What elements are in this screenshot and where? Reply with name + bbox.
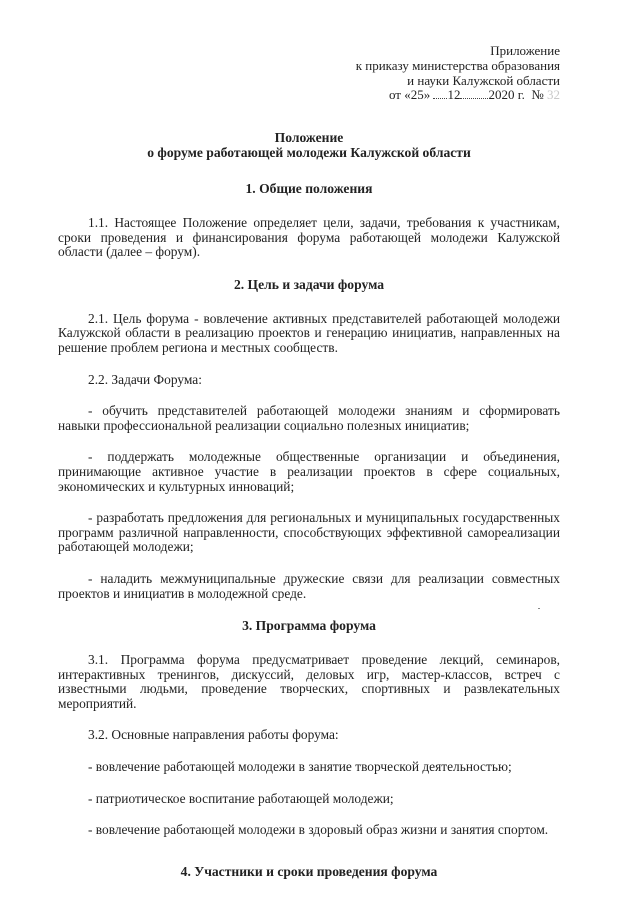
number-value: 32	[547, 87, 560, 103]
direction-item-1: - вовлечение работающей молодежи в занятие творческой деятельностью;	[88, 759, 512, 775]
paragraph-3-2: 3.2. Основные направления работы форума:	[88, 727, 339, 743]
date-quote-close: »	[423, 87, 431, 103]
date-blank-right	[460, 88, 488, 99]
date-day: 25	[410, 87, 424, 103]
section-3-heading: 3. Программа форума	[242, 618, 376, 634]
number-label: №	[531, 87, 544, 103]
date-prefix: от «	[388, 87, 411, 103]
attachment-date-line	[356, 88, 560, 103]
paragraph-1-1: 1.1. Настоящее Положение определяет цели, задачи, требования к участникам, сроки проведения и финансирования форума работающей молодежи Калужской области (далее – форум).	[58, 215, 560, 260]
direction-item-2: - патриотическое воспитание работающей молодежи;	[88, 790, 394, 806]
paragraph-3-1: 3.1. Программа форума предусматривает проведение лекций, семинаров, интерактивных тренингов, дискуссий, деловых игр, мастер-классов, встреч с известными людьми, проведение творческих, спортивных и развлекательных мероприятий.	[58, 652, 560, 711]
section-1-heading: 1. Общие положения	[245, 181, 373, 196]
task-item-4: - наладить межмуниципальные дружеские связи для реализации совместных проектов и инициатив в молодежной среде.	[58, 570, 560, 601]
task-item-1: - обучить представителей работающей молодежи знаниям и сформировать навыки профессиональной реализации социально полезных инициатив;	[58, 403, 560, 433]
document-body	[58, 130, 560, 899]
paragraph-2-1: 2.1. Цель форума - вовлечение активных представителей работающей молодежи Калужской области в реализацию проектов и генерацию инициатив, направленных на решение проблем региона и местных сообществ.	[58, 310, 560, 355]
scan-speck	[538, 608, 540, 609]
attachment-block	[356, 44, 560, 103]
direction-item-3: - вовлечение работающей молодежи в здоровый образ жизни и занятия спортом.	[88, 822, 549, 838]
paragraph-2-2: 2.2. Задачи Форума:	[88, 371, 202, 387]
attachment-order-line: к приказу министерства образования	[355, 57, 560, 73]
attachment-title: Приложение	[490, 43, 560, 58]
document-title-line-1: Положение	[274, 130, 344, 145]
document-title-line-2: о форуме работающей молодежи Калужской области	[147, 145, 471, 160]
task-item-3: - разработать предложения для региональных и муниципальных государственных программ различной направленности, способствующих эффективной самореализации работающей молодежи;	[58, 510, 560, 555]
document-title	[58, 130, 560, 160]
attachment-ministry-line: и науки Калужской области	[407, 72, 560, 88]
task-item-2: - поддержать молодежные общественные организации и объединения, принимающие активное участие в реализации проектов в сфере социальных, экономических и культурных инноваций;	[58, 449, 560, 494]
date-month: 12	[447, 87, 461, 103]
date-blank-left	[433, 88, 447, 99]
section-4-heading: 4. Участники и сроки проведения форума	[180, 863, 438, 879]
date-year: 2020 г.	[488, 87, 525, 103]
section-2-heading: 2. Цель и задачи форума	[233, 276, 385, 292]
